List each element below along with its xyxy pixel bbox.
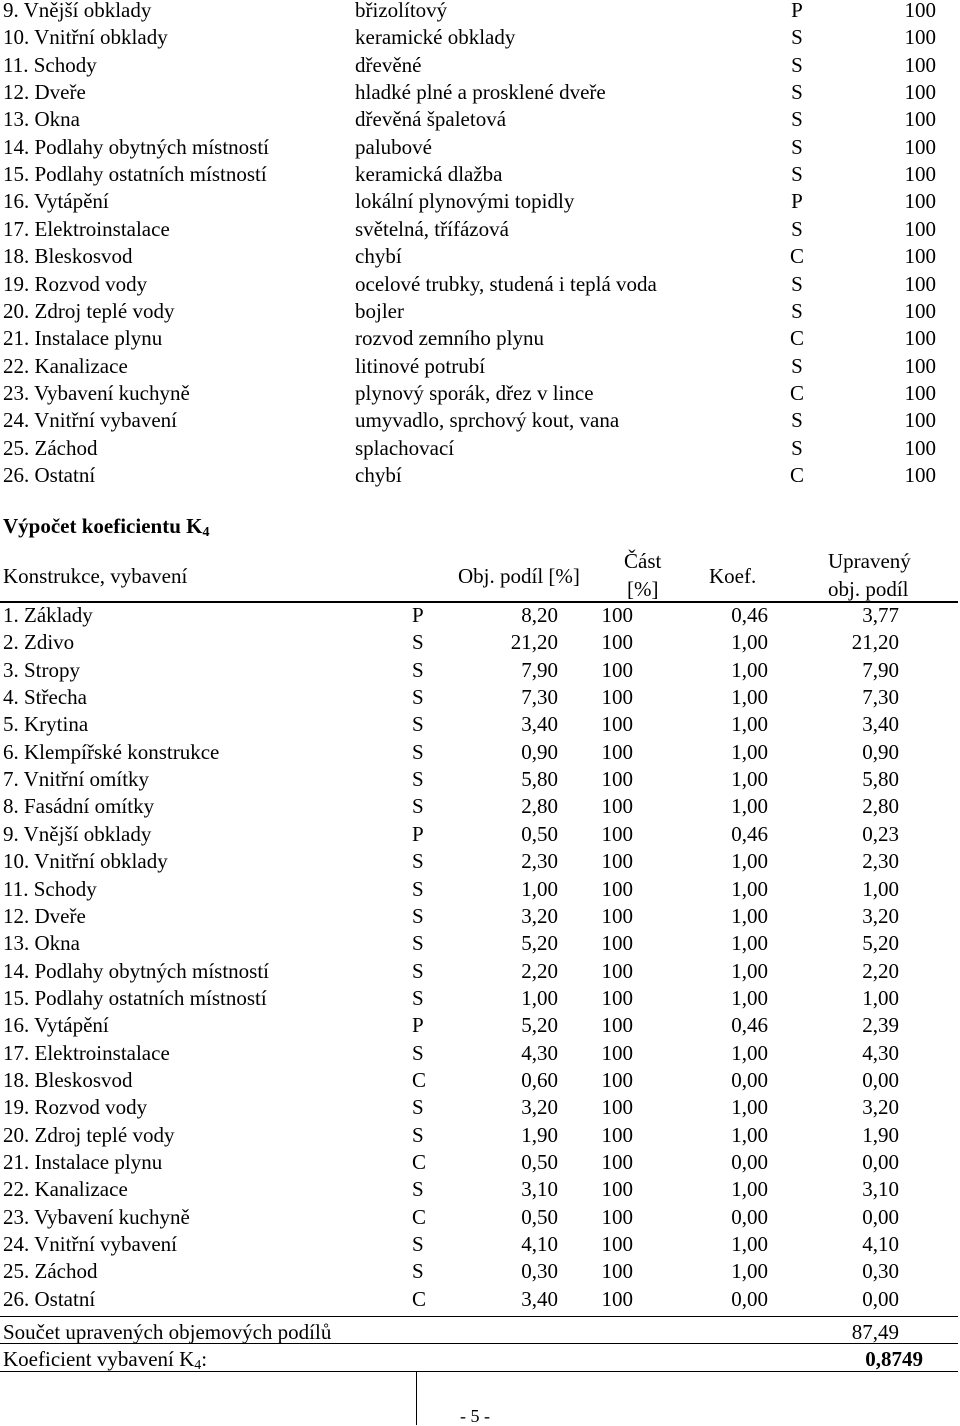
row-adjusted-share: 5,80 (862, 767, 899, 792)
table-row (0, 246, 960, 273)
row-code: C (789, 462, 804, 487)
row-code: S (412, 1040, 424, 1065)
k4-subscript: 4 (194, 1358, 202, 1373)
row-name: 16. Vytápění (3, 1013, 109, 1038)
table-row (0, 739, 960, 769)
row-code: S (412, 903, 424, 928)
row-name: 17. Elektroinstalace (3, 1040, 170, 1065)
row-obj-share: 0,90 (521, 739, 558, 764)
row-name: 25. Záchod (3, 435, 98, 460)
row-name: 22. Kanalizace (3, 353, 128, 378)
row-percent: 100 (904, 107, 936, 132)
row-obj-share: 0,30 (521, 1259, 558, 1284)
row-koef: 1,00 (731, 1122, 768, 1147)
table-row (0, 298, 960, 328)
row-code: S (791, 408, 803, 433)
row-code: S (412, 1259, 424, 1284)
row-adjusted-share: 0,23 (862, 821, 899, 846)
row-code: P (791, 189, 803, 214)
row-percent: 100 (904, 162, 936, 187)
row-description: keramická dlažba (355, 162, 503, 187)
row-koef: 1,00 (731, 876, 768, 901)
row-part: 100 (601, 603, 633, 627)
row-description: chybí (355, 462, 402, 487)
row-part: 100 (601, 739, 633, 764)
row-description: splachovací (355, 435, 455, 460)
table-row (0, 462, 960, 492)
row-name: 24. Vnitřní vybavení (3, 408, 178, 433)
row-name: 24. Vnitřní vybavení (3, 1232, 178, 1257)
row-code: S (791, 162, 803, 187)
row-koef: 0,00 (731, 1150, 768, 1174)
row-adjusted-share: 4,10 (862, 1232, 899, 1257)
row-name: 13. Okna (3, 107, 80, 132)
table-row (0, 714, 960, 741)
row-code: S (791, 25, 803, 50)
row-code: S (412, 739, 424, 764)
row-percent: 100 (904, 353, 936, 378)
row-name: 9. Vnější obklady (3, 821, 152, 846)
row-code: C (412, 1286, 427, 1311)
header-part-line2: [%] (627, 577, 659, 601)
row-koef: 0,00 (731, 1286, 768, 1311)
row-koef: 1,00 (731, 630, 768, 655)
table-row (0, 191, 960, 218)
row-description: chybí (355, 244, 402, 269)
row-obj-share: 0,50 (521, 821, 558, 846)
row-name: 19. Rozvod vody (3, 1095, 148, 1120)
row-percent: 100 (904, 380, 936, 405)
row-percent: 100 (904, 25, 936, 50)
table-row (0, 958, 960, 988)
row-name: 26. Ostatní (3, 1286, 96, 1311)
row-name: 14. Podlahy obytných místností (3, 134, 270, 159)
row-percent: 100 (904, 326, 936, 351)
row-percent: 100 (904, 435, 936, 460)
row-name: 8. Fasádní omítky (3, 794, 155, 819)
row-code: S (791, 52, 803, 77)
row-description: hladké plné a prosklené dveře (355, 80, 606, 105)
row-part: 100 (601, 1232, 633, 1257)
table-row (0, 435, 960, 465)
row-part: 100 (601, 1150, 633, 1174)
table-row (0, 1234, 960, 1261)
row-koef: 0,46 (731, 1013, 768, 1038)
row-name: 5. Krytina (3, 712, 89, 737)
row-obj-share: 8,20 (521, 603, 558, 627)
row-code: S (791, 216, 803, 241)
row-adjusted-share: 1,90 (862, 1122, 899, 1147)
row-adjusted-share: 0,00 (862, 1150, 899, 1174)
row-part: 100 (601, 794, 633, 819)
row-name: 12. Dveře (3, 80, 86, 105)
row-name: 17. Elektroinstalace (3, 216, 170, 241)
row-code: P (412, 1013, 424, 1038)
table-row (0, 109, 960, 136)
row-code: S (791, 134, 803, 159)
header-part-line1: Část (624, 549, 662, 573)
row-obj-share: 5,20 (521, 1013, 558, 1038)
row-koef: 0,46 (731, 603, 768, 627)
row-code: S (412, 1177, 424, 1202)
k4-value: 0,8749 (865, 1347, 923, 1371)
summary-divider-top (0, 1316, 958, 1317)
row-adjusted-share: 3,10 (862, 1177, 899, 1202)
row-description: rozvod zemního plynu (355, 326, 544, 351)
row-code: S (412, 657, 424, 682)
row-code: S (791, 435, 803, 460)
row-part: 100 (601, 1040, 633, 1065)
row-percent: 100 (904, 271, 936, 296)
row-description: lokální plynovými topidly (355, 189, 575, 214)
row-koef: 1,00 (731, 657, 768, 682)
row-adjusted-share: 0,00 (862, 1286, 899, 1311)
row-adjusted-share: 2,30 (862, 849, 899, 874)
row-code: S (412, 685, 424, 710)
row-koef: 1,00 (731, 849, 768, 874)
row-obj-share: 5,80 (521, 767, 558, 792)
table-row (0, 1067, 960, 1097)
table-row (0, 605, 960, 632)
row-obj-share: 0,50 (521, 1204, 558, 1229)
row-part: 100 (601, 1286, 633, 1311)
table-row (0, 821, 960, 851)
row-obj-share: 7,90 (521, 657, 558, 682)
row-koef: 1,00 (731, 739, 768, 764)
row-koef: 1,00 (731, 767, 768, 792)
table-row (0, 1204, 960, 1234)
row-part: 100 (601, 958, 633, 983)
row-obj-share: 1,00 (521, 985, 558, 1010)
table-row (0, 687, 960, 714)
row-part: 100 (601, 849, 633, 874)
row-obj-share: 4,10 (521, 1232, 558, 1257)
row-name: 10. Vnitřní obklady (3, 849, 168, 874)
row-obj-share: 3,10 (521, 1177, 558, 1202)
row-koef: 1,00 (731, 931, 768, 956)
row-koef: 1,00 (731, 1040, 768, 1065)
row-part: 100 (601, 1177, 633, 1202)
header-koef: Koef. (709, 564, 757, 588)
row-code: S (412, 931, 424, 956)
row-koef: 0,46 (731, 821, 768, 846)
row-code: P (412, 603, 424, 627)
row-koef: 1,00 (731, 1232, 768, 1257)
row-percent: 100 (904, 216, 936, 241)
row-code: S (412, 767, 424, 792)
row-obj-share: 3,40 (521, 712, 558, 737)
row-adjusted-share: 3,20 (862, 1095, 899, 1120)
row-name: 4. Střecha (3, 685, 87, 710)
row-obj-share: 3,20 (521, 903, 558, 928)
row-part: 100 (601, 657, 633, 682)
row-name: 18. Bleskosvod (3, 1067, 133, 1092)
table-row (0, 1122, 960, 1152)
row-percent: 100 (904, 134, 936, 159)
row-adjusted-share: 3,77 (862, 603, 899, 627)
table-row (0, 27, 960, 54)
row-code: C (412, 1204, 427, 1229)
row-adjusted-share: 0,30 (862, 1259, 899, 1284)
row-part: 100 (601, 985, 633, 1010)
table-row (0, 632, 960, 659)
row-adjusted-share: 7,30 (862, 685, 899, 710)
row-koef: 1,00 (731, 903, 768, 928)
row-name: 1. Základy (3, 603, 93, 627)
row-koef: 1,00 (731, 958, 768, 983)
table-row (0, 933, 960, 960)
row-name: 18. Bleskosvod (3, 244, 133, 269)
table-row (0, 1286, 960, 1316)
row-name: 9. Vnější obklady (3, 0, 152, 22)
row-description: dřevěné (355, 52, 422, 77)
row-part: 100 (601, 1204, 633, 1229)
table-row (0, 134, 960, 164)
row-obj-share: 0,50 (521, 1150, 558, 1174)
row-name: 6. Klempířské konstrukce (3, 739, 220, 764)
row-code: C (789, 380, 804, 405)
row-name: 12. Dveře (3, 903, 86, 928)
row-percent: 100 (904, 462, 936, 487)
row-percent: 100 (904, 52, 936, 77)
table-row (0, 164, 960, 191)
row-description: dřevěná špaletová (355, 107, 507, 132)
row-part: 100 (601, 1259, 633, 1284)
row-part: 100 (601, 903, 633, 928)
row-code: S (412, 712, 424, 737)
row-description: palubové (355, 134, 432, 159)
row-code: S (412, 794, 424, 819)
table-row (0, 52, 960, 82)
row-percent: 100 (904, 80, 936, 105)
row-name: 19. Rozvod vody (3, 271, 148, 296)
table-row (0, 876, 960, 906)
row-koef: 1,00 (731, 685, 768, 710)
row-percent: 100 (904, 189, 936, 214)
row-adjusted-share: 3,20 (862, 903, 899, 928)
k4-label: Koeficient vybavení $K_4$: (3, 1347, 208, 1373)
row-name: 14. Podlahy obytných místností (3, 958, 270, 983)
table-row (0, 1152, 960, 1179)
row-description: ocelové trubky, studená i teplá voda (355, 271, 657, 296)
row-adjusted-share: 2,20 (862, 958, 899, 983)
row-part: 100 (601, 1013, 633, 1038)
row-koef: 1,00 (731, 1177, 768, 1202)
row-name: 22. Kanalizace (3, 1177, 128, 1202)
row-code: S (412, 849, 424, 874)
row-percent: 100 (904, 408, 936, 433)
table-row (0, 380, 960, 410)
header-adjusted-line2: obj. podíl (828, 577, 909, 601)
table-row (0, 796, 960, 823)
section-heading: Výpočet koeficientu $K_4$ (3, 514, 210, 540)
row-part: 100 (601, 931, 633, 956)
summary-divider-middle (0, 1343, 958, 1344)
sum-value: 87,49 (851, 1320, 899, 1344)
table-row (0, 0, 960, 27)
header-divider (0, 601, 958, 603)
summary-divider-bottom (0, 1371, 958, 1372)
table-row (0, 216, 960, 246)
table-row (0, 851, 960, 878)
row-name: 7. Vnitřní omítky (3, 767, 150, 792)
row-code: S (412, 1095, 424, 1120)
row-code: S (412, 876, 424, 901)
row-adjusted-share: 0,00 (862, 1204, 899, 1229)
row-part: 100 (601, 821, 633, 846)
page-number: - 5 - (460, 1406, 490, 1426)
row-code: S (791, 80, 803, 105)
row-koef: 0,00 (731, 1067, 768, 1092)
row-code: S (791, 107, 803, 132)
row-part: 100 (601, 1067, 633, 1092)
sum-label: Součet upravených objemových podílů (3, 1320, 332, 1344)
row-adjusted-share: 3,40 (862, 712, 899, 737)
row-name: 25. Záchod (3, 1259, 98, 1284)
row-name: 26. Ostatní (3, 462, 96, 487)
header-obj-share: Obj. podíl [%] (458, 564, 580, 588)
row-code: C (412, 1150, 427, 1174)
row-name: 23. Vybavení kuchyně (3, 380, 190, 405)
row-description: litinové potrubí (355, 353, 486, 378)
row-part: 100 (601, 1122, 633, 1147)
row-name: 3. Stropy (3, 657, 81, 682)
row-part: 100 (601, 876, 633, 901)
row-koef: 0,00 (731, 1204, 768, 1229)
row-code: S (412, 985, 424, 1010)
table-row (0, 1015, 960, 1042)
row-name: 10. Vnitřní obklady (3, 25, 168, 50)
table-row (0, 657, 960, 687)
row-name: 23. Vybavení kuchyně (3, 1204, 190, 1229)
table-row (0, 82, 960, 109)
row-adjusted-share: 4,30 (862, 1040, 899, 1065)
row-obj-share: 2,80 (521, 794, 558, 819)
row-adjusted-share: 0,00 (862, 1067, 899, 1092)
row-code: S (791, 271, 803, 296)
table-row (0, 271, 960, 301)
row-code: C (789, 326, 804, 351)
row-code: P (412, 821, 424, 846)
row-name: 15. Podlahy ostatních místností (3, 985, 267, 1010)
row-obj-share: 4,30 (521, 1040, 558, 1065)
table-row (0, 1261, 960, 1288)
table-row (0, 410, 960, 437)
row-koef: 1,00 (731, 712, 768, 737)
table-row (0, 985, 960, 1015)
row-part: 100 (601, 630, 633, 655)
row-code: C (412, 1067, 427, 1092)
table-row (0, 769, 960, 796)
row-adjusted-share: 1,00 (862, 985, 899, 1010)
row-adjusted-share: 7,90 (862, 657, 899, 682)
row-obj-share: 2,20 (521, 958, 558, 983)
row-name: 13. Okna (3, 931, 80, 956)
row-code: S (791, 298, 803, 323)
row-code: S (412, 1122, 424, 1147)
row-adjusted-share: 1,00 (862, 876, 899, 901)
row-name: 11. Schody (3, 52, 97, 77)
row-koef: 1,00 (731, 1259, 768, 1284)
row-koef: 1,00 (731, 794, 768, 819)
row-part: 100 (601, 685, 633, 710)
row-description: břizolítový (355, 0, 448, 22)
row-code: P (791, 0, 803, 22)
row-code: S (412, 1232, 424, 1257)
row-adjusted-share: 2,80 (862, 794, 899, 819)
row-name: 21. Instalace plynu (3, 326, 163, 351)
row-obj-share: 5,20 (521, 931, 558, 956)
row-code: S (791, 353, 803, 378)
row-code: S (412, 958, 424, 983)
row-part: 100 (601, 1095, 633, 1120)
row-part: 100 (601, 712, 633, 737)
row-description: keramické obklady (355, 25, 516, 50)
table-row (0, 1179, 960, 1206)
table-row (0, 328, 960, 355)
row-name: 15. Podlahy ostatních místností (3, 162, 267, 187)
row-name: 2. Zdivo (3, 630, 75, 655)
row-koef: 1,00 (731, 1095, 768, 1120)
row-adjusted-share: 0,90 (862, 739, 899, 764)
row-adjusted-share: 5,20 (862, 931, 899, 956)
header-adjusted-line1: Upravený (828, 549, 911, 573)
table-row (0, 903, 960, 933)
row-percent: 100 (904, 0, 936, 22)
row-code: S (412, 630, 424, 655)
row-obj-share: 3,40 (521, 1286, 558, 1311)
row-obj-share: 1,00 (521, 876, 558, 901)
row-obj-share: 0,60 (521, 1067, 558, 1092)
row-obj-share: 3,20 (521, 1095, 558, 1120)
row-name: 21. Instalace plynu (3, 1150, 163, 1174)
row-obj-share: 21,20 (510, 630, 558, 655)
row-code: C (789, 244, 804, 269)
column-divider (416, 1371, 417, 1425)
table-row (0, 1097, 960, 1124)
row-name: 20. Zdroj teplé vody (3, 1122, 175, 1147)
row-name: 16. Vytápění (3, 189, 109, 214)
row-obj-share: 1,90 (521, 1122, 558, 1147)
row-name: 11. Schody (3, 876, 97, 901)
row-part: 100 (601, 767, 633, 792)
row-description: bojler (355, 298, 404, 323)
row-description: plynový sporák, dřez v lince (355, 380, 594, 405)
row-adjusted-share: 21,20 (851, 630, 899, 655)
table-row (0, 353, 960, 383)
row-name: 20. Zdroj teplé vody (3, 298, 175, 323)
heading-subscript: 4 (202, 525, 210, 540)
header-construction: Konstrukce, vybavení (3, 564, 188, 588)
row-obj-share: 2,30 (521, 849, 558, 874)
row-percent: 100 (904, 244, 936, 269)
row-percent: 100 (904, 298, 936, 323)
row-adjusted-share: 2,39 (862, 1013, 899, 1038)
row-description: umyvadlo, sprchový kout, vana (355, 408, 620, 433)
table-row (0, 1040, 960, 1070)
row-description: světelná, třífázová (355, 216, 509, 241)
row-koef: 1,00 (731, 985, 768, 1010)
row-obj-share: 7,30 (521, 685, 558, 710)
